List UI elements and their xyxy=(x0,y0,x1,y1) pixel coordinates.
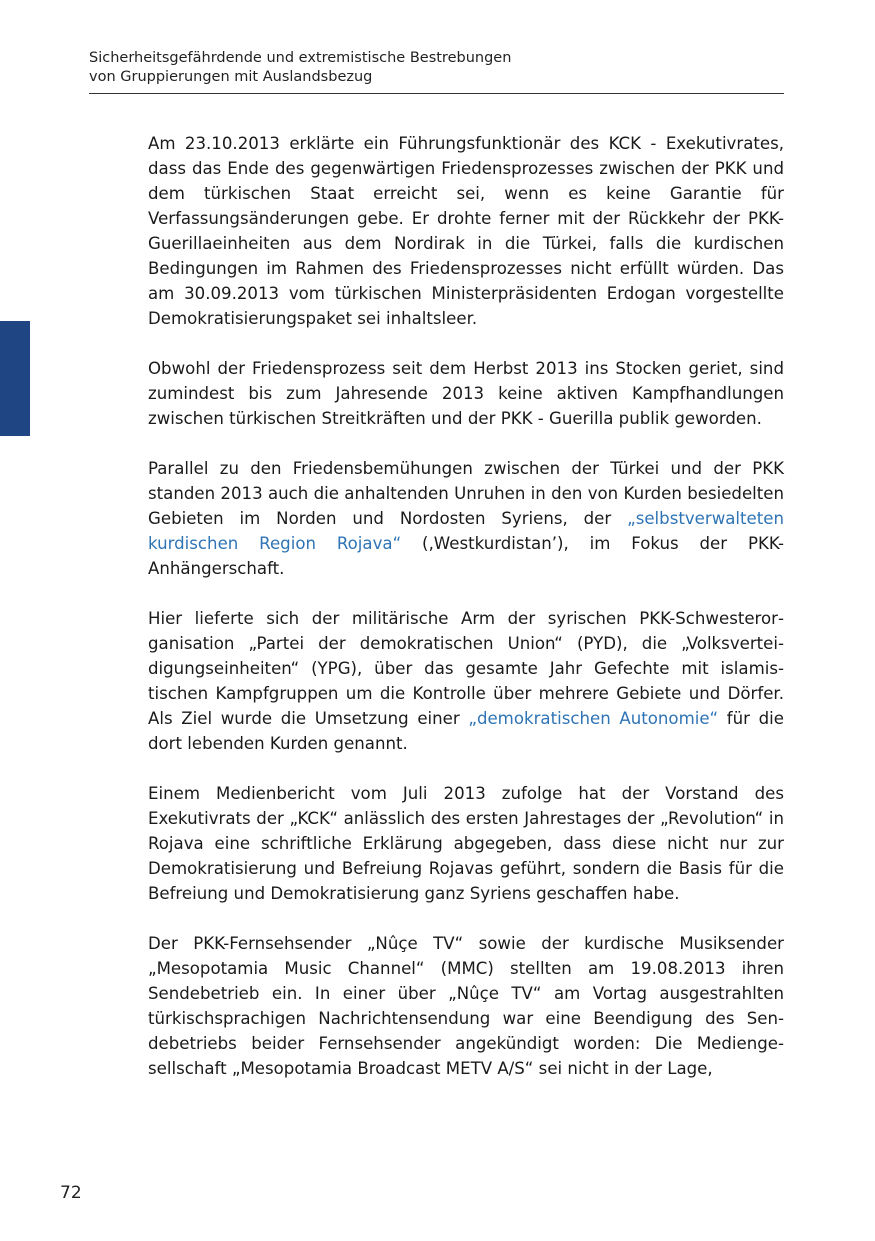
paragraph-4-text-before: Hier lieferte sich der militärische Arm der syrischen PKK-Schwesterorganisation „Partei der demokratischen Union“ (PYD), die „Volksverteidigungseinheiten“ (YPG), über das gesamte Jahr Gefechte mit islamistischen Kampfgruppen um die Kontrolle über mehrere Gebiete und Dörfer. Als Ziel wurde die Umsetzung einer xyxy=(148,609,784,728)
paragraph-3-text-after: (‚Westkurdistan’), im Fokus der PKK-Anhängerschaft. xyxy=(148,534,784,578)
paragraph-3 xyxy=(148,456,784,581)
autonomie-link[interactable]: „demokratischen Autonomie“ xyxy=(468,709,719,728)
running-header-line-1: Sicherheitsgefährdende und extremistische Bestrebungen xyxy=(89,50,512,66)
paragraph-6: Der PKK-Fernsehsender „Nûçe TV“ sowie der kurdische Musiksender „Mesopotamia Music Channel“ (MMC) stellten am 19.08.2013 ihren Sendebetrieb ein. In einer über „Nûçe TV“ am Vortag ausgestrahlten türkischsprachigen Nachrichtensendung war eine Beendigung des Sendebetriebs beider Fernsehsender angekündigt worden: Die Mediengesellschaft „Mesopotamia Broadcast METV A/S“ sei nicht in der Lage, xyxy=(148,934,784,1078)
paragraph-2: Obwohl der Friedensprozess seit dem Herbst 2013 ins Stocken geriet, sind zumindest bis zum Jahresende 2013 keine aktiven Kampfhandlungen zwischen türkischen Streitkräften und der PKK - Guerilla publik geworden. xyxy=(148,359,784,428)
paragraph-5: Einem Medienbericht vom Juli 2013 zufolge hat der Vorstand des Exekutivrats der „KCK“ anlässlich des ersten Jahrestages der „Revolution“ in Rojava eine schriftliche Erklärung abgegeben, dass diese nicht nur zur Demokratisierung und Befreiung Rojavas geführt, sondern die Basis für die Befreiung und Demokratisierung ganz Syriens geschaffen habe. xyxy=(148,784,784,903)
paragraph-1: Am 23.10.2013 erklärte ein Führungsfunktionär des KCK - Exekutivrates, dass das Ende des gegenwärtigen Friedensprozesses zwischen der PKK und dem türkischen Staat erreicht sei, wenn es keine Garantie für Verfassungsänderungen gebe. Er drohte ferner mit der Rückkehr der PKK-Guerillaeinheiten aus dem Nordirak in die Türkei, falls die kurdischen Bedingungen im Rahmen des Friedensprozesses nicht erfüllt würden. Das am 30.09.2013 vom türkischen Ministerpräsidenten Erdogan vorgestellte Demokratisierungspaket sei inhaltsleer. xyxy=(148,134,784,328)
rojava-link[interactable]: „selbstverwalteten kurdischen Region Rojava“ xyxy=(148,509,784,553)
running-header xyxy=(89,49,784,87)
paragraph-4 xyxy=(148,606,784,756)
running-header-line-2: von Gruppierungen mit Auslandsbezug xyxy=(89,69,373,85)
body-text xyxy=(148,131,784,1081)
header-divider xyxy=(89,93,784,94)
paragraph-3-text-before: Parallel zu den Friedensbemühungen zwischen der Türkei und der PKK standen 2013 auch die anhaltenden Unruhen in den von Kurden besiedelten Gebieten im Norden und Nordosten Syriens, der xyxy=(148,459,784,528)
chapter-side-tab xyxy=(0,321,30,436)
page-number: 72 xyxy=(60,1183,82,1203)
paragraph-4-text-after: für die dort lebenden Kurden genannt. xyxy=(148,709,784,753)
